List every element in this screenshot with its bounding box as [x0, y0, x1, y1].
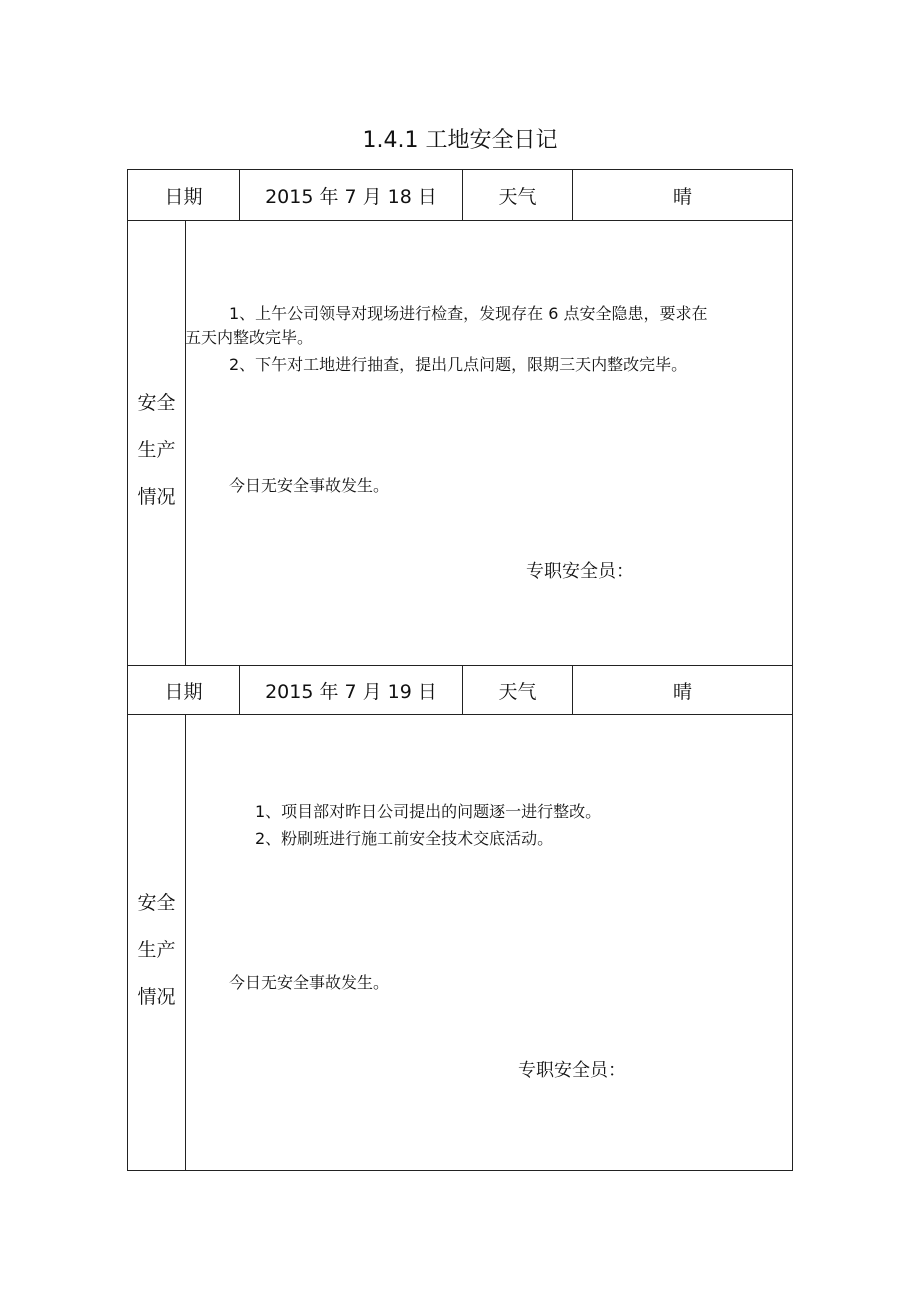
summary-text: 今日无安全事故发生。 [229, 973, 390, 992]
date-label: 日期 [164, 680, 203, 703]
diary-item: 2、下午对工地进行抽查，提出几点问题，限期三天内整改完毕。 [229, 355, 688, 374]
column-divider [185, 714, 186, 1170]
date-label: 日期 [164, 185, 203, 208]
weather-label: 天气 [498, 680, 537, 703]
diary-item: 1、上午公司领导对现场进行检查，发现存在 6 点安全隐患，要求在 [229, 304, 708, 323]
column-divider [185, 220, 186, 665]
safety-diary-table [127, 169, 793, 1171]
diary-item: 五天内整改完毕。 [185, 328, 314, 347]
date-value: 2015 年 7 月 19 日 [265, 680, 437, 703]
signer-label: 专职安全员： [518, 1060, 626, 1081]
page-title: 1.4.1 工地安全日记 [362, 128, 558, 153]
section-label-line: 生产 [137, 439, 176, 461]
section-label-line: 生产 [137, 939, 176, 961]
row-divider [128, 714, 792, 715]
section-label [128, 380, 185, 521]
row-divider [128, 220, 792, 221]
diary-item: 2、粉刷班进行施工前安全技术交底活动。 [255, 829, 554, 848]
section-label-line: 情况 [137, 486, 176, 508]
section-label [128, 880, 185, 1021]
signer-label: 专职安全员： [526, 561, 634, 582]
section-label-line: 安全 [137, 392, 176, 414]
diary-item: 1、项目部对昨日公司提出的问题逐一进行整改。 [255, 802, 602, 821]
weather-label: 天气 [498, 185, 537, 208]
section-label-line: 情况 [137, 986, 176, 1008]
summary-text: 今日无安全事故发生。 [229, 476, 390, 495]
date-value: 2015 年 7 月 18 日 [265, 185, 437, 208]
weather-value: 晴 [672, 185, 692, 208]
section-label-line: 安全 [137, 892, 176, 914]
weather-value: 晴 [672, 680, 692, 703]
